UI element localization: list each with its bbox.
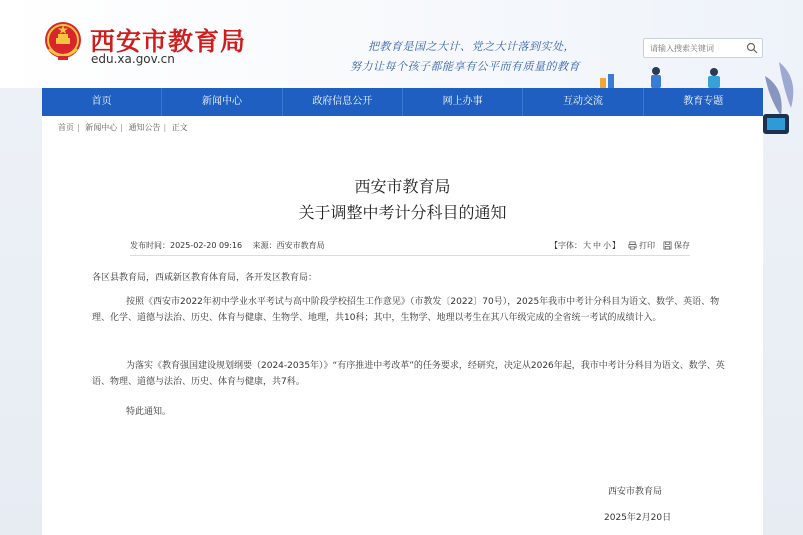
font-size-small-link[interactable]: 小: [603, 241, 611, 250]
breadcrumb-home[interactable]: 首页: [58, 123, 74, 132]
slogan-line-2: 努力让每个孩子都能享有公平而有质量的教育: [350, 60, 580, 73]
article-greeting: 各区县教育局，西咸新区教育体育局，各开发区教育局：: [92, 273, 318, 283]
breadcrumb-current: 正文: [171, 123, 188, 132]
nav-item-news[interactable]: 新闻中心: [162, 88, 282, 116]
main-nav: [42, 88, 763, 116]
breadcrumb-notices[interactable]: 通知公告: [128, 123, 161, 132]
font-size-medium-link[interactable]: 中: [593, 241, 601, 250]
nav-item-topics[interactable]: 教育专题: [683, 96, 724, 107]
breadcrumb: [58, 122, 188, 133]
save-button[interactable]: [663, 240, 690, 251]
search-input[interactable]: [644, 39, 744, 57]
site-header: [0, 0, 803, 88]
site-name[interactable]: 西安市教育局: [90, 27, 247, 56]
article-title-line-1: 西安市教育局: [354, 177, 451, 196]
search-box: [643, 38, 763, 58]
font-size-label: 【字体：: [550, 241, 582, 250]
nav-item-gov-info[interactable]: 政府信息公开: [283, 88, 403, 116]
font-size-large-link[interactable]: 大: [583, 241, 591, 250]
article-title-line-2: 关于调整中考计分科目的通知: [298, 203, 507, 222]
article-meta: [130, 240, 690, 254]
breadcrumb-separator: |: [77, 123, 80, 132]
print-label: 打印: [639, 241, 655, 250]
printer-icon: [628, 241, 637, 250]
national-emblem-icon[interactable]: [42, 20, 84, 64]
meta-divider: [130, 255, 690, 256]
article-paragraph-3: 特此通知。: [126, 407, 172, 417]
save-label: 保存: [674, 241, 690, 250]
article-paragraph-2: 为落实《教育强国建设规划纲要（2024-2035年）》“有序推进中考改革”的任务要求，经研究，决定从2026年起，我市中考计分科目为语文、数学、英语、物理、道德与法治、历史、体育与健康，共7科。: [92, 361, 725, 387]
nav-item-interaction[interactable]: 互动交流: [523, 88, 643, 116]
font-size-control: [550, 240, 620, 251]
article-paragraph-1: 按照《西安市2022年初中学业水平考试与高中阶段学校招生工作意见》（市教发〔2022〕70号），2025年我市中考计分科目为语文、数学、英语、物理、化学、道德与法治、历史、体育与健康、生物学、地理，共10科；其中，生物学、地理以考生在其八年级完成的全省统一考试的成绩计入。: [92, 297, 720, 323]
slogan-line-1: 把教育是国之大计、党之大计落到实处，: [368, 40, 575, 53]
article-date: 2025年2月20日: [604, 513, 672, 523]
nav-item-online-services[interactable]: 网上办事: [403, 88, 523, 116]
breadcrumb-separator: |: [163, 123, 167, 132]
nav-item-home[interactable]: 首页: [42, 88, 162, 116]
site-domain: edu.xa.gov.cn: [91, 52, 175, 66]
breadcrumb-news[interactable]: 新闻中心: [85, 123, 118, 132]
publish-time: 发布时间：2025-02-20 09:16: [130, 241, 243, 250]
article-panel: [42, 116, 763, 535]
article-source: 来源：西安市教育局: [252, 241, 325, 250]
breadcrumb-separator: |: [120, 123, 123, 132]
font-size-label-end: 】: [612, 241, 620, 250]
save-icon: [663, 241, 672, 250]
students-illustration-icon: [596, 62, 736, 88]
print-button[interactable]: [628, 240, 655, 251]
article-signature: 西安市教育局: [608, 487, 663, 497]
search-icon[interactable]: [746, 42, 758, 54]
